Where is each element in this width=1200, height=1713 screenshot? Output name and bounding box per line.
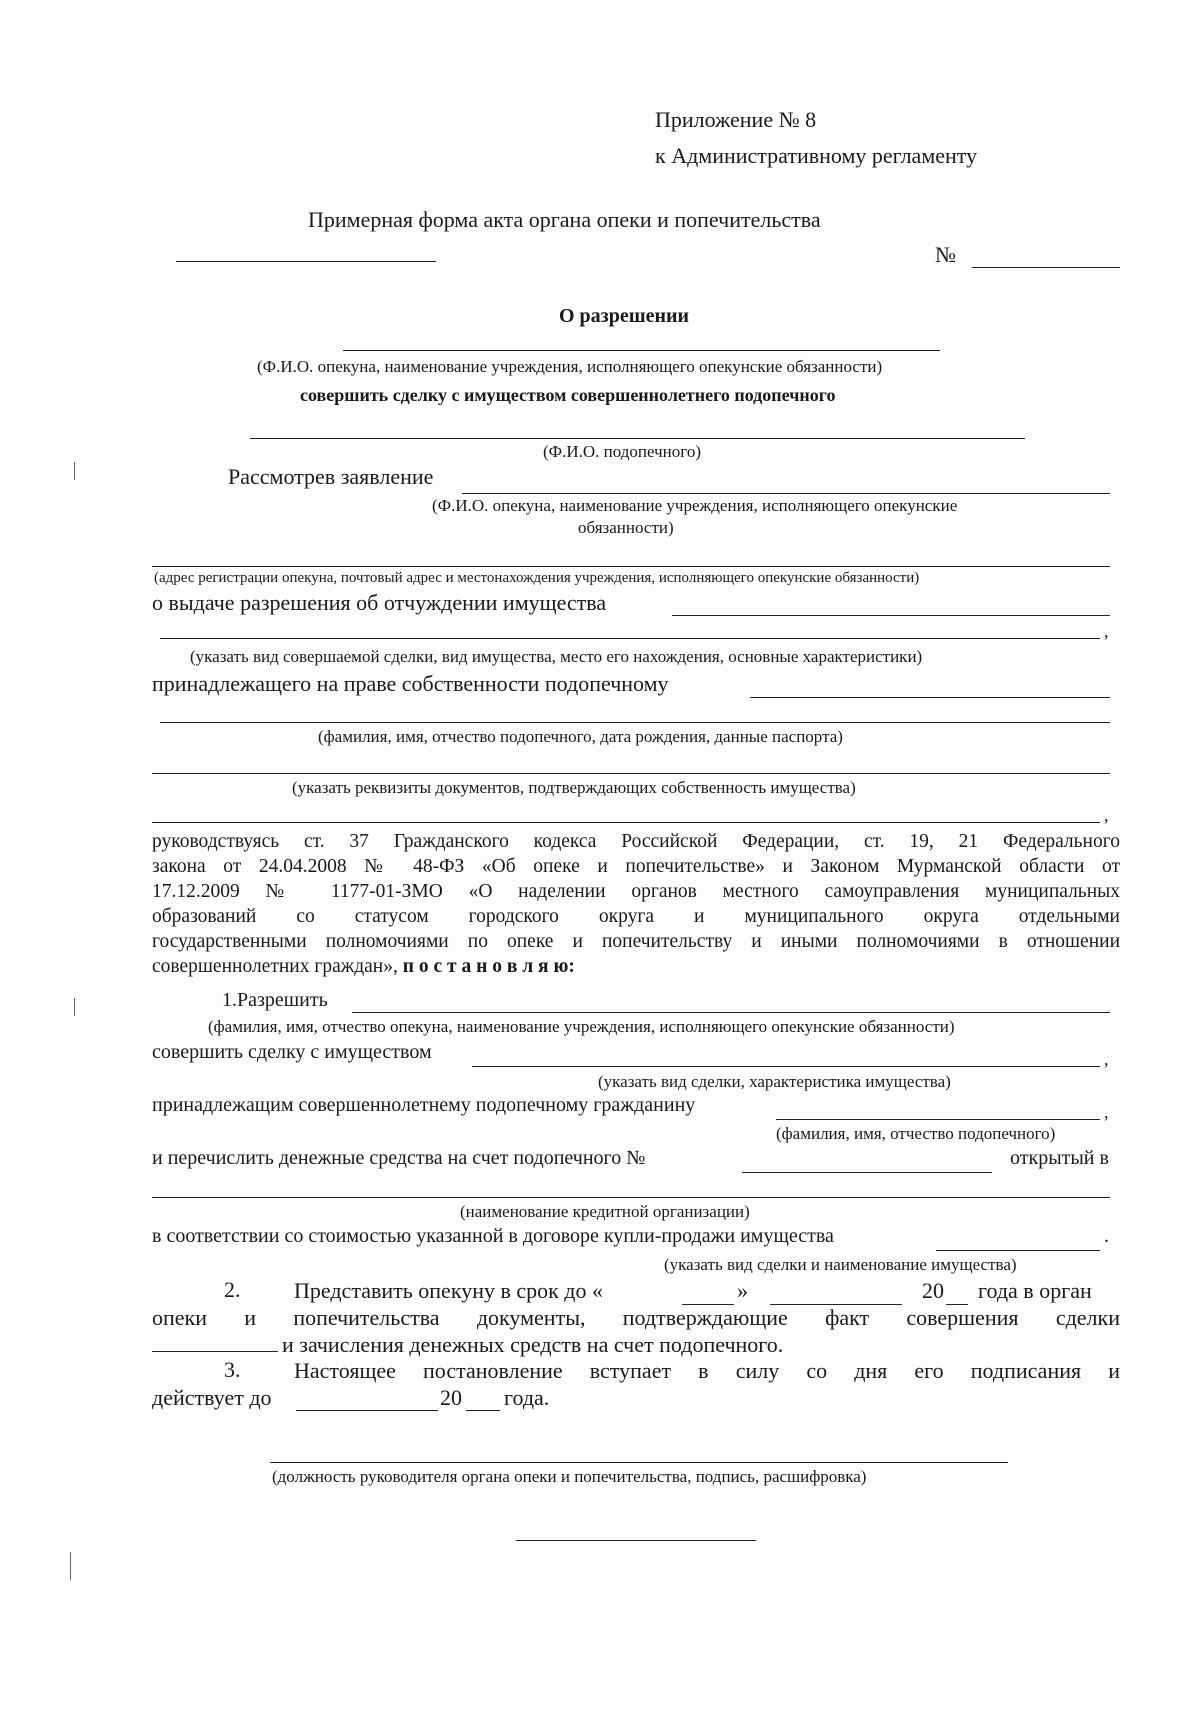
- item2-line: опеки и попечительства документы, подтверждающие факт совершения сделки: [152, 1305, 1120, 1330]
- ward-line: [250, 438, 1025, 439]
- hint-permit-guardian: (фамилия, имя, отчество опекуна, наименование учреждения, исполняющего опекунские обязанности): [208, 1017, 955, 1036]
- hint-deal-name: (указать вид сделки и наименование имущества): [664, 1255, 1017, 1274]
- account-line: [742, 1172, 992, 1173]
- ownership-line: [152, 773, 1110, 774]
- item2-text-end: года в орган: [978, 1278, 1092, 1303]
- appendix-number: Приложение № 8: [655, 107, 817, 132]
- deal-label: совершить сделку с имуществом: [152, 1041, 432, 1063]
- margin-mark: [70, 1552, 71, 1580]
- margin-mark: [74, 998, 75, 1016]
- year-prefix: 20: [922, 1278, 944, 1303]
- deal-title: совершить сделку с имуществом совершеннолетнего подопечного: [300, 385, 836, 405]
- hint-ward-details: (фамилия, имя, отчество подопечного, дата рождения, данные паспорта): [318, 727, 843, 746]
- comma: ,: [1104, 621, 1109, 641]
- margin-mark: [74, 462, 75, 480]
- hint-ward: (Ф.И.О. подопечного): [543, 442, 701, 461]
- permit-label: 1.Разрешить: [222, 989, 328, 1011]
- legal-basis-line: образований со статусом городского округа и муниципального округа отдельными: [152, 906, 1120, 927]
- form-title: Примерная форма акта органа опеки и попечительства: [308, 207, 821, 232]
- legal-basis-line: государственными полномочиями по опеке и попечительству и иными полномочиями в отношении: [152, 931, 1120, 952]
- ownership-line-2: [152, 822, 1100, 823]
- item2-line: и зачисления денежных средств на счет подопечного.: [282, 1332, 784, 1357]
- legal-basis-line: [152, 954, 575, 979]
- item3-number: 3.: [224, 1357, 241, 1382]
- item2-text: Представить опекуну в срок до «: [294, 1278, 603, 1303]
- regulation-reference: к Административному регламенту: [655, 143, 978, 168]
- opened-label: открытый в: [1010, 1147, 1109, 1169]
- decree-word: п о с т а н о в л я ю:: [402, 956, 575, 977]
- transfer-label: и перечислить денежные средства на счет подопечного №: [152, 1147, 646, 1169]
- legal-basis-line: 17.12.2009 № 1177-01-ЗМО «О наделении органов местного самоуправления муниципальных: [152, 881, 1120, 902]
- issue-line: [672, 615, 1110, 616]
- address-line: [152, 566, 1110, 567]
- hint-deal-type: (указать вид совершаемой сделки, вид имущества, место его нахождения, основные характеристики): [190, 647, 923, 666]
- belonging-line: [750, 697, 1110, 698]
- year-prefix: 20: [440, 1385, 462, 1410]
- valid-until-line: [296, 1410, 438, 1411]
- subject-title: О разрешении: [559, 305, 690, 327]
- guardian-line: [343, 350, 940, 351]
- item3-valid-until: действует до: [152, 1385, 272, 1410]
- item3-line: Настоящее постановление вступает в силу со дня его подписания и: [294, 1358, 1120, 1383]
- owner-line: [776, 1119, 1100, 1120]
- belonging-label: принадлежащего на праве собственности подопечному: [152, 671, 669, 696]
- hint-ownership-docs: (указать реквизиты документов, подтверждающих собственность имущества): [292, 778, 856, 797]
- year-line: [466, 1410, 500, 1411]
- act-number-line: [972, 267, 1120, 268]
- quote-close: »: [737, 1278, 748, 1303]
- comma: ,: [1104, 1049, 1109, 1069]
- deal-type-line: [152, 1351, 278, 1352]
- value-line: [936, 1250, 1100, 1251]
- hint-applicant: обязанности): [578, 518, 674, 537]
- hint-bank: (наименование кредитной организации): [460, 1202, 750, 1221]
- item3-year-word: года.: [504, 1385, 550, 1410]
- signature-line: [270, 1462, 1008, 1463]
- considered-label: Рассмотрев заявление: [228, 464, 434, 489]
- ward-details-line: [160, 722, 1110, 723]
- value-label: в соответствии со стоимостью указанной в договоре купли-продажи имущества: [152, 1225, 834, 1247]
- comma: ,: [1104, 805, 1109, 825]
- issue-label: о выдаче разрешения об отчуждении имущества: [152, 590, 607, 615]
- number-sign: №: [935, 242, 956, 267]
- permit-line: [352, 1012, 1110, 1013]
- hint-owner: (фамилия, имя, отчество подопечного): [776, 1124, 1056, 1143]
- hint-guardian: (Ф.И.О. опекуна, наименование учреждения, исполняющего опекунские обязанности): [257, 357, 883, 376]
- signature-hint: (должность руководителя органа опеки и попечительства, подпись, расшифровка): [272, 1467, 867, 1486]
- deal-details-line: [160, 638, 1100, 639]
- deal-line: [472, 1066, 1100, 1067]
- bottom-line: [516, 1540, 756, 1541]
- applicant-line: [462, 493, 1110, 494]
- legal-basis-line: руководствуясь ст. 37 Гражданского кодекса Российской Федерации, ст. 19, 21 Федерального: [152, 831, 1120, 852]
- owner-label: принадлежащим совершеннолетнему подопечному гражданину: [152, 1094, 696, 1116]
- legal-basis-text: совершеннолетних граждан»,: [152, 956, 403, 977]
- date-line: [176, 261, 436, 262]
- hint-applicant: (Ф.И.О. опекуна, наименование учреждения, исполняющего опекунские: [432, 496, 958, 515]
- hint-deal: (указать вид сделки, характеристика имущества): [598, 1072, 951, 1091]
- item2-number: 2.: [224, 1277, 241, 1302]
- legal-basis-line: закона от 24.04.2008 № 48-ФЗ «Об опеке и попечительстве» и Законом Мурманской области от: [152, 856, 1120, 877]
- comma: ,: [1104, 1102, 1109, 1122]
- period: .: [1104, 1225, 1109, 1247]
- bank-line: [152, 1197, 1110, 1198]
- hint-address: (адрес регистрации опекуна, почтовый адрес и местонахождения учреждения, исполняющего опекунские обязанности): [154, 570, 920, 586]
